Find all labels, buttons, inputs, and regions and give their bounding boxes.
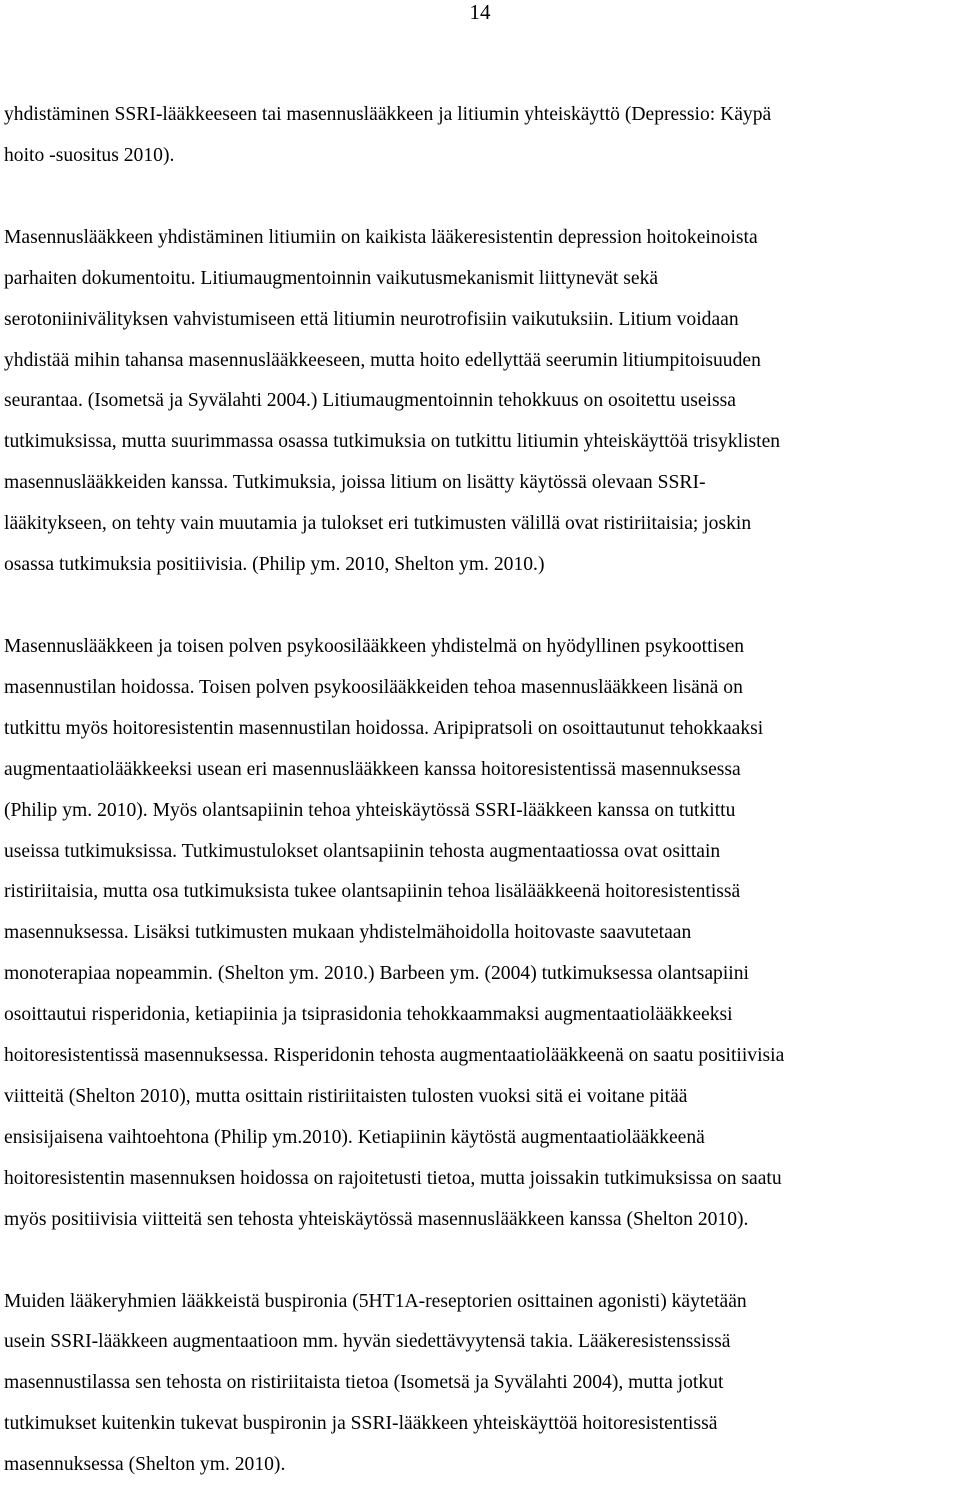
text-line: yhdistäminen SSRI-lääkkeeseen tai masennuslääkkeen ja litiumin yhteiskäyttö (Depressio: Käypä — [4, 104, 772, 125]
text-line: yhdistää mihin tahansa masennuslääkkeeseen, mutta hoito edellyttää seerumin litiumpitoisuuden — [4, 349, 761, 371]
text-line: ristiriitaisia, mutta osa tutkimuksista tukee olantsapiinin tehoa lisälääkkeenä hoitoresistentissä — [4, 881, 741, 903]
text-line: parhaiten dokumentoitu. Litiumaugmentoinnin vaikutusmekanismit liittynevät sekä — [4, 267, 659, 289]
text-line: tutkimukset kuitenkin tukevat buspironin ja SSRI-lääkkeen yhteiskäyttöä hoitoresistentissä — [4, 1413, 718, 1435]
paragraph-1 — [4, 95, 954, 177]
text-line: masennustilassa sen tehosta on ristiriitaista tietoa (Isometsä ja Syvälahti 2004), mutta jotkut — [4, 1372, 724, 1394]
document-body — [4, 95, 954, 1486]
text-line: Masennuslääkkeen ja toisen polven psykoosilääkkeen yhdistelmä on hyödyllinen psykoottisen — [4, 635, 745, 657]
text-line: viitteitä (Shelton 2010), mutta osittain ristiriitaisten tulosten vuoksi sitä ei voitane pitää — [4, 1085, 688, 1107]
text-line: useissa tutkimuksissa. Tutkimustulokset olantsapiinin tehosta augmentaatiossa ovat osittain — [4, 840, 721, 862]
text-line: lääkitykseen, on tehty vain muutamia ja tulokset eri tutkimusten välillä ovat ristiriitaisia; joskin — [4, 513, 752, 535]
paragraph-3 — [4, 627, 954, 1241]
text-line: augmentaatiolääkkeeksi usean eri masennuslääkkeen kanssa hoitoresistentissä masennuksessa — [4, 758, 741, 780]
text-line: tutkimuksissa, mutta suurimmassa osassa tutkimuksia on tutkittu litiumin yhteiskäyttöä trisyklisten — [4, 431, 781, 453]
text-line: masennuksessa. Lisäksi tutkimusten mukaan yhdistelmähoidolla hoitovaste saavutetaan — [4, 922, 692, 944]
text-line: monoterapiaa nopeammin. (Shelton ym. 2010.) Barbeen ym. (2004) tutkimuksessa olantsapiini — [4, 963, 749, 985]
text-line: hoitoresistentissä masennuksessa. Risperidonin tehosta augmentaatiolääkkeenä on saatu positiivisia — [4, 1045, 785, 1067]
text-line: hoito -suositus 2010). — [4, 144, 175, 166]
text-line: osassa tutkimuksia positiivisia. (Philip ym. 2010, Shelton ym. 2010.) — [4, 554, 545, 576]
text-line: (Philip ym. 2010). Myös olantsapiinin tehoa yhteiskäytössä SSRI-lääkkeen kanssa on tutkittu — [4, 799, 736, 821]
paragraph-2 — [4, 218, 954, 586]
text-line: hoitoresistentin masennuksen hoidossa on rajoitetusti tietoa, mutta joissakin tutkimuksissa on saatu — [4, 1167, 782, 1189]
text-line: usein SSRI-lääkkeen augmentaatioon mm. hyvän siedettävyytensä takia. Lääkeresistenssissä — [4, 1331, 731, 1353]
paragraph-4 — [4, 1282, 954, 1487]
text-line: serotoniinivälityksen vahvistumiseen että litiumin neurotrofisiin vaikutuksiin. Litium voidaan — [4, 308, 739, 330]
text-line: seurantaa. (Isometsä ja Syvälahti 2004.) Litiumaugmentoinnin tehokkuus on osoitettu useissa — [4, 390, 736, 412]
text-line: osoittautui risperidonia, ketiapiinia ja tsiprasidonia tehokkaammaksi augmentaatiolääkkeeksi — [4, 1004, 733, 1026]
text-line: masennuksessa (Shelton ym. 2010). — [4, 1454, 286, 1476]
text-line: Masennuslääkkeen yhdistäminen litiumiin on kaikista lääkeresistentin depression hoitokeinoista — [4, 226, 758, 248]
text-line: Muiden lääkeryhmien lääkkeistä buspironia (5HT1A-reseptorien osittainen agonisti) käytetään — [4, 1290, 747, 1312]
text-line: ensisijaisena vaihtoehtona (Philip ym.2010). Ketiapiinin käytöstä augmentaatiolääkkeenä — [4, 1126, 705, 1148]
text-line: myös positiivisia viitteitä sen tehosta yhteiskäytössä masennuslääkkeen kanssa (Shelton 2010). — [4, 1208, 749, 1230]
text-line: masennustilan hoidossa. Toisen polven psykoosilääkkeiden tehoa masennuslääkkeen lisänä on — [4, 676, 743, 698]
text-line: masennuslääkkeiden kanssa. Tutkimuksia, joissa litium on lisätty käytössä olevaan SSRI- — [4, 472, 706, 494]
page-number: 14 — [469, 0, 491, 24]
text-line: tutkittu myös hoitoresistentin masennustilan hoidossa. Aripipratsoli on osoittautunut tehokkaaksi — [4, 717, 764, 739]
